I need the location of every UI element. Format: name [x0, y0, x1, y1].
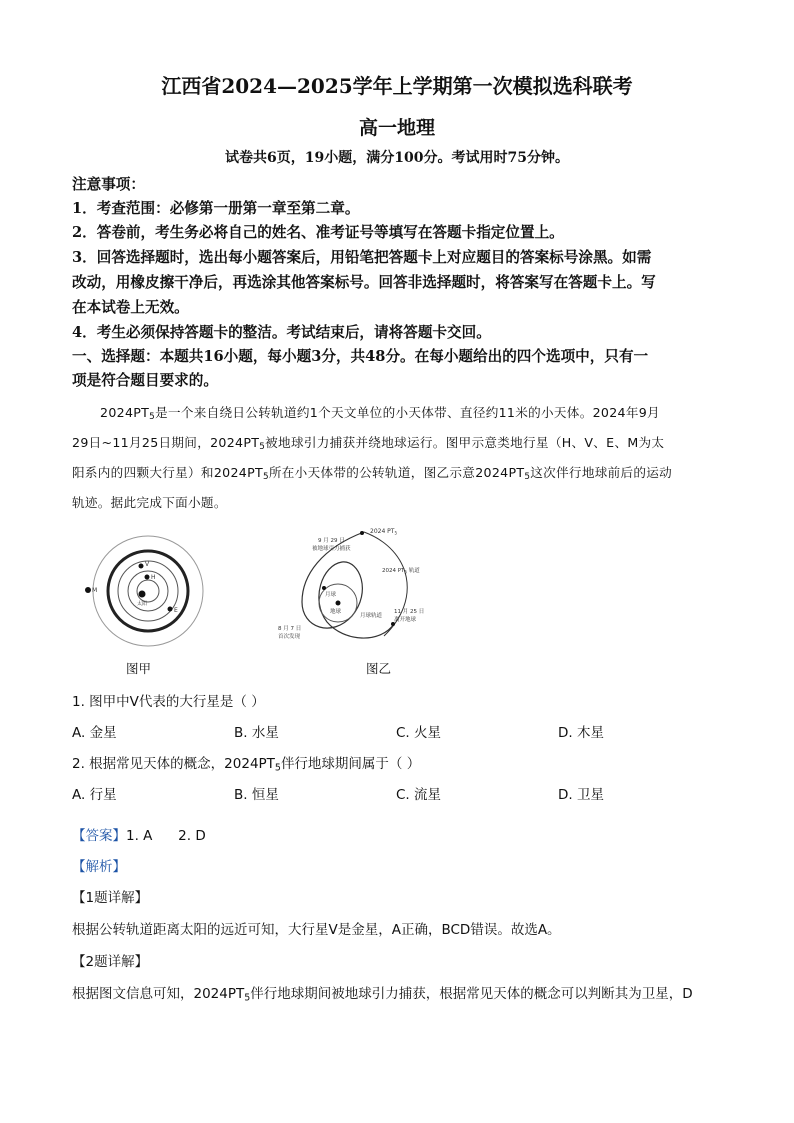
q2-analysis-label: 【2题详解】: [72, 954, 149, 970]
sun-dot: [139, 591, 146, 598]
moon-dot: [322, 586, 326, 590]
label-leave-earth: 离开地球: [394, 617, 417, 623]
notes-heading: 注意事项：: [72, 176, 145, 193]
planet-m-label: M: [92, 587, 98, 594]
answer-line: [72, 824, 206, 844]
label-sep29: 9 月 29 日: [318, 538, 345, 544]
label-first-discovered: 首次发现: [278, 634, 301, 640]
question-2-stem: 2. 根据常见天体的概念，$2024PT_5$伴行地球期间属于（ ）: [72, 756, 421, 774]
label-moon-orbit: 月球轨道: [360, 613, 383, 619]
label-moon: 月球: [325, 592, 337, 598]
sun-label: 太阳: [137, 601, 148, 607]
exam-title: 江西省2024—2025学年上学期第一次模拟选科联考: [161, 74, 633, 98]
pt5-start-dot: [360, 531, 364, 535]
figure-jia-caption: 图甲: [126, 661, 152, 676]
planet-v-dot: [139, 564, 144, 569]
note-item: 4．考生必须保持答题卡的整洁。考试结束后，请将答题卡交回。: [72, 324, 491, 341]
passage-line: 29日~11月25日期间，$2024PT_5$被地球引力捕获并绕地球运行。图甲示意类地行星（H、V、E、M为太: [72, 435, 665, 453]
figure-jia-orbits: [78, 530, 228, 652]
q1-option-b: B. 水星: [234, 725, 279, 741]
passage-line: $2024PT_5$是一个来自绕日公转轨道约1个天文单位的小天体带、直径约11米的小天体。2024年9月: [100, 405, 660, 423]
label-pt5: 2024 $PT_5$: [370, 528, 398, 536]
q1-option-c: C. 火星: [396, 725, 442, 741]
passage-line: 阳系内的四颗大行星）和$2024PT_5$所在小天体带的公转轨道，图乙示意$2024PT_5$这次伴行地球前后的运动: [72, 465, 673, 483]
q2-analysis-text: 根据图文信息可知，$2024PT_5$伴行地球期间被地球引力捕获，根据常见天体的概念可以判断其为卫星，D: [72, 986, 693, 1004]
note-item: 3．回答选择题时，选出每小题答案后，用铅笔把答题卡上对应题目的答案标号涂黑。如需: [72, 249, 652, 266]
section-heading: 一、选择题：本题共16小题，每小题3分，共48分。在每小题给出的四个选项中，只有一: [72, 348, 649, 365]
orbit-e: [118, 561, 178, 621]
figure-yi-caption: 图乙: [366, 661, 392, 676]
note-item: 改动，用橡皮擦干净后，再选涂其他答案标号。回答非选择题时，将答案写在答题卡上。写: [72, 274, 656, 291]
q2-option-c: C. 流星: [396, 787, 442, 803]
planet-v-label: V: [145, 561, 150, 568]
q2-option-d: D. 卫星: [558, 787, 604, 803]
figure-yi-trajectory: [272, 520, 452, 650]
label-captured: 被地球引力捕获: [312, 546, 351, 552]
section-heading-cont: 项是符合题目要求的。: [72, 372, 218, 389]
q1-analysis-text: 根据公转轨道距离太阳的远近可知，大行星V是金星，A正确，BCD错误。故选A。: [72, 922, 561, 938]
note-item: 1．考查范围：必修第一册第一章至第二章。: [72, 200, 360, 217]
note-item: 在本试卷上无效。: [72, 299, 189, 316]
passage-line: 轨迹。据此完成下面小题。: [72, 495, 227, 510]
q2-option-b: B. 恒星: [234, 787, 279, 803]
exam-subject: 高一地理: [358, 117, 435, 139]
analysis-label: 【解析】: [72, 859, 126, 875]
label-aug7: 8 月 7 日: [278, 626, 302, 632]
answer-label: 【答案】: [72, 828, 126, 844]
exam-info: 试卷共6页，19小题，满分100分。考试用时75分钟。: [225, 150, 569, 166]
label-nov25: 11 月 25 日: [394, 609, 425, 615]
note-item: 2．答卷前，考生务必将自己的姓名、准考证号等填写在答题卡指定位置上。: [72, 224, 564, 241]
planet-m-dot: [85, 587, 91, 593]
planet-e-dot: [168, 607, 173, 612]
planet-h-dot: [145, 575, 150, 580]
answer-value: 1. A 2. D: [126, 828, 206, 844]
planet-h-label: H: [151, 574, 156, 581]
label-earth: 地球: [330, 609, 342, 615]
earth-dot: [336, 601, 341, 606]
q1-analysis-label: 【1题详解】: [72, 890, 149, 906]
planet-e-label: E: [174, 607, 178, 614]
label-pt5-orbit: 2024 $PT_5$ 轨道: [382, 568, 420, 575]
q1-option-d: D. 木星: [558, 725, 604, 741]
q1-option-a: A. 金星: [72, 725, 117, 741]
question-1-stem: 1. 图甲中V代表的大行星是（ ）: [72, 694, 265, 710]
q2-option-a: A. 行星: [72, 787, 117, 803]
